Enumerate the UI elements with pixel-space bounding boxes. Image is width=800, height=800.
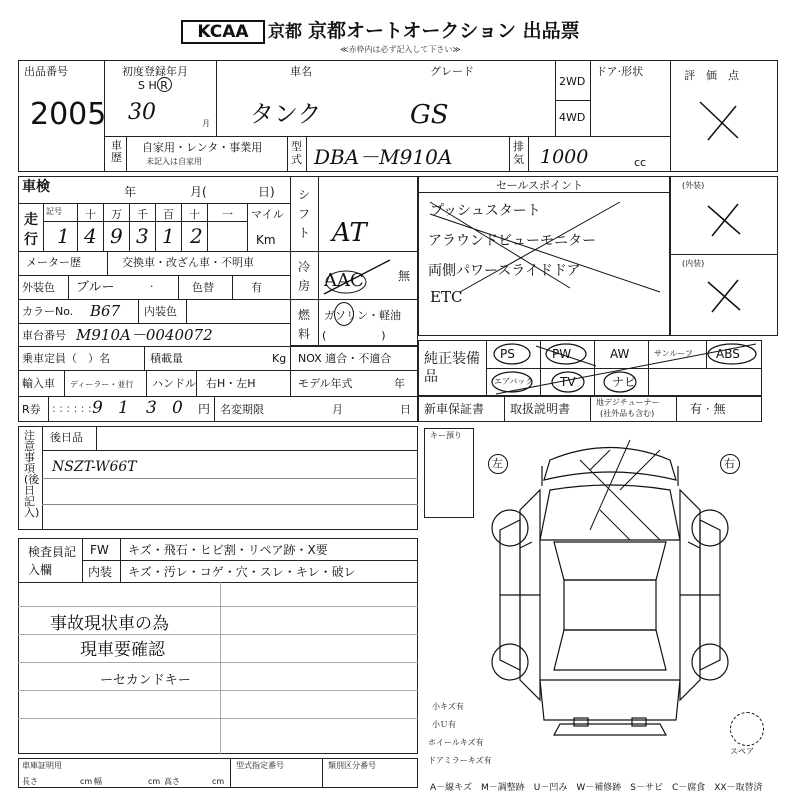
kcaa-logo	[181, 20, 265, 44]
doc-digital-option: 有 · 無	[690, 402, 726, 416]
footer-cm-3: cm	[212, 777, 225, 786]
mileage-digit-5: 2	[190, 224, 203, 248]
meter-options: 交換車・改ざん車・不明車	[122, 256, 254, 269]
history-label: 車歴	[111, 139, 122, 164]
footer-length: 長さ	[22, 777, 38, 786]
inspector-line-3: ーセカンドキー	[100, 673, 191, 688]
car-name: タンク	[250, 100, 322, 128]
footer-height: 高さ	[164, 777, 180, 786]
meter-label: メーター歴	[26, 256, 81, 269]
sale-point-4: ETC	[430, 288, 463, 306]
tax-digit-0: 9	[92, 398, 103, 418]
era-circle	[157, 77, 172, 92]
load-label: 積載量	[150, 352, 183, 365]
footer-cm-2: cm	[148, 777, 161, 786]
footer-type-no: 型式指定番号	[236, 761, 284, 770]
equip-abs: ABS	[716, 347, 740, 361]
model-value: DBA－M910A	[314, 145, 453, 169]
unit-3: 百	[163, 208, 174, 221]
ac-none: 無	[398, 269, 411, 283]
fuel-label: 燃料	[298, 308, 311, 341]
legend-4: ドアミラーキズ有	[428, 756, 492, 765]
inspector-label: 検査員記入欄	[28, 545, 77, 577]
sale-points-cross-mark	[420, 194, 670, 294]
km-label: Km	[256, 233, 276, 247]
spare-circle	[730, 712, 764, 746]
inspection-day: 日)	[258, 185, 275, 199]
mileage-digit-0: 1	[57, 224, 70, 248]
ext-color-label: 外装色	[22, 281, 55, 294]
tone-value: 有	[251, 281, 262, 294]
interior-mark	[704, 276, 744, 316]
page-title: 京都オートオークション 出品票	[308, 20, 580, 42]
mile-label: マイル	[251, 208, 284, 221]
legend-1: 小キズ有	[432, 702, 464, 711]
logo-sub: 京都	[268, 22, 302, 42]
reg-year: 30	[128, 100, 156, 125]
handle-side: 右H・左H	[206, 377, 256, 390]
grade: GS	[410, 100, 449, 130]
key-label: キー預り	[430, 431, 462, 440]
import-label: 輸入車	[22, 377, 55, 390]
mileage-digit-1: 4	[84, 224, 97, 248]
equip-aw: AW	[610, 347, 630, 361]
drive-2wd: 2WD	[559, 75, 586, 88]
model-year-label: モデル年式	[298, 377, 353, 390]
equip-pw: PW	[552, 347, 572, 361]
inspector-int: 内装	[88, 565, 113, 579]
history-options: 自家用・レンタ・事業用	[142, 141, 263, 154]
notes-later: 後日品	[50, 431, 83, 444]
nox: NOX 適合・不適合	[298, 352, 392, 365]
header-note: ≪赤枠内は必ず記入して下さい≫	[340, 45, 461, 54]
key-box	[424, 428, 474, 518]
unit-0: 十	[85, 208, 96, 221]
tax-digit-2: 3	[146, 398, 157, 418]
ext-color: ブルー	[76, 280, 115, 295]
tax-digit-3: 0	[172, 398, 183, 418]
load-kg: Kg	[272, 352, 287, 365]
notes-text: NSZT-W66T	[52, 459, 137, 475]
ac-value: AAC	[324, 270, 364, 291]
footer-cert: 車庫証明用	[22, 761, 62, 770]
seats: 乗車定員（ ）名	[22, 352, 110, 365]
doc-manual: 取扱説明書	[510, 402, 571, 416]
fuel-paren: ( )	[322, 329, 386, 342]
equip-navi: ナビ	[612, 375, 637, 389]
reg-month-unit: 月	[202, 119, 210, 128]
footer-class-no: 類別区分番号	[328, 761, 376, 770]
shift-label: シフト	[298, 188, 311, 240]
mileage-label: 走行	[24, 212, 38, 248]
equip-sunroof: サンルーフ	[654, 349, 693, 358]
lot-label: 出品番号	[24, 65, 68, 78]
model-year-unit: 年	[394, 377, 405, 390]
shift-value: AT	[332, 218, 367, 248]
unit-5: 一	[222, 208, 233, 221]
history-note: 未記入は自家用	[146, 157, 202, 166]
sale-point-2: アラウンドビューモニター	[428, 233, 596, 249]
equip-ps: PS	[500, 347, 515, 361]
exterior-mark	[704, 200, 744, 240]
inspector-line-2: 現車要確認	[80, 640, 165, 660]
unit-1: 万	[111, 208, 122, 221]
footer-width: 幅	[94, 777, 102, 786]
model-label: 型式	[291, 140, 302, 166]
unit-2: 千	[137, 208, 148, 221]
spare-label: スペア	[730, 747, 754, 756]
ext-color-dot: ·	[150, 280, 154, 293]
tone-label: 色替	[192, 281, 214, 294]
fuel-circle	[334, 302, 354, 326]
mileage-digit-4: 1	[162, 224, 175, 248]
tax-dots: : : : : : :	[52, 402, 92, 415]
legend-2: 小Ｕ有	[432, 720, 456, 729]
disp-label: 排気	[513, 140, 524, 166]
inspection-month: 月(	[190, 185, 207, 199]
lot-number: 2005	[30, 97, 107, 132]
rating-label: 評 価 点	[684, 69, 739, 82]
mileage-code-label: 記号	[46, 207, 62, 216]
tax-unit: 円	[198, 402, 211, 416]
damage-key-legend: A－線キズ M－調整跡 U－凹み W－補修跡 S－サビ C－腐食 XX－取替済	[430, 783, 763, 793]
import-dealer: ディーラー・並行	[70, 380, 134, 389]
inspection-label: 車検	[22, 179, 50, 195]
chassis-label: 車台番号	[22, 329, 66, 342]
door-label: ドア·形状	[596, 65, 644, 78]
mileage-digit-3: 3	[136, 224, 149, 248]
tax-label: R券	[22, 403, 41, 416]
notes-label: 注意事項(後日記入)	[24, 429, 40, 519]
unit-4: 十	[189, 208, 200, 221]
color-no-label: カラーNo.	[22, 305, 74, 318]
int-color-label: 内装色	[144, 305, 177, 318]
car-diagram	[480, 430, 740, 750]
deadline-month: 月	[332, 403, 343, 416]
tax-digit-1: 1	[118, 398, 129, 418]
fuel-options: ガソリン・軽油	[324, 309, 401, 322]
drive-4wd: 4WD	[559, 111, 586, 124]
disp-unit: cc	[634, 156, 647, 169]
ac-label: 冷房	[298, 260, 311, 293]
sale-point-3: 両側パワースライドドア	[428, 263, 581, 279]
doc-digital-sub: (社外品も含む)	[600, 409, 655, 418]
handle-label: ハンドル	[152, 377, 196, 390]
exterior-label: (外装)	[682, 181, 705, 190]
ac-cross-mark	[322, 256, 394, 296]
equipment-marks	[486, 340, 762, 396]
equip-airbag: エアバック	[494, 377, 534, 386]
doc-digital: 地デジチューナー	[596, 398, 660, 407]
interior-label: (内装)	[682, 259, 705, 268]
grade-label: グレード	[430, 65, 474, 78]
inspector-fw: FW	[90, 543, 109, 557]
chassis-value: M910A－0040072	[76, 326, 213, 344]
inspection-year: 年	[124, 185, 137, 199]
equipment-label: 純正装備品	[424, 351, 480, 385]
inspector-line-1: 事故現状車の為	[50, 614, 169, 634]
diagram-right: 右	[724, 457, 735, 470]
sale-points-label: セールスポイント	[496, 179, 584, 192]
inspector-fw-text: キズ・飛石・ヒビ割・リペア跡・X要	[128, 543, 328, 557]
deadline-label: 名変期限	[220, 403, 264, 416]
diagram-left: 左	[492, 457, 503, 470]
car-name-label: 車名	[290, 65, 312, 78]
footer-cm-1: cm	[80, 777, 93, 786]
reg-era: S H R	[138, 79, 168, 92]
sale-point-1: プッシュスタート	[430, 203, 541, 219]
mileage-digit-2: 9	[110, 224, 123, 248]
inspector-int-text: キズ・汚レ・コゲ・穴・スレ・キレ・破レ	[128, 565, 356, 579]
doc-warranty: 新車保証書	[424, 402, 485, 416]
rating-mark	[696, 98, 742, 144]
reg-label: 初度登録年月	[122, 65, 188, 78]
deadline-day: 日	[400, 403, 411, 416]
logo-text: KCAA	[197, 22, 249, 42]
legend-3: ホイールキズ有	[428, 738, 484, 747]
equip-tv: TV	[560, 375, 576, 389]
displacement: 1000	[540, 146, 589, 168]
color-no: B67	[90, 302, 121, 320]
